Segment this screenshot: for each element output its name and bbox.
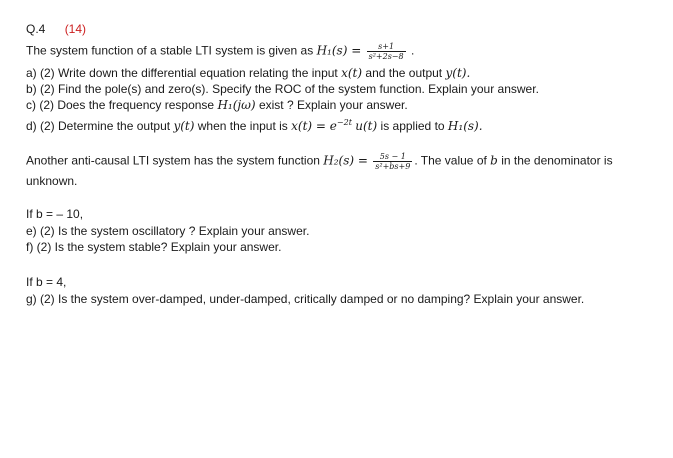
part-g-text: g) (2) Is the system over-damped, under-damped, critically damped or no damping? Explain your answer. bbox=[26, 292, 585, 306]
h2-label: H₂(s) = bbox=[323, 153, 368, 168]
part-d-exponent: −2t bbox=[336, 118, 352, 127]
part-f bbox=[26, 240, 281, 255]
part-d-text-mid2: is applied to bbox=[380, 119, 445, 133]
part-d-text-pre: Determine the output bbox=[58, 119, 171, 133]
part-d-h1: H₁(s). bbox=[447, 119, 483, 133]
second-system-unknown: unknown. bbox=[26, 174, 78, 188]
part-a-var1: x(t) bbox=[341, 66, 363, 80]
part-d-expr-base: x(t) = e bbox=[291, 119, 337, 133]
case2-condition bbox=[26, 275, 66, 290]
h2-numerator: 5s − 1 bbox=[379, 152, 406, 161]
part-d-expr bbox=[291, 119, 352, 133]
h1-numerator: s+1 bbox=[378, 42, 395, 51]
part-d-var1: y(t) bbox=[173, 119, 195, 133]
part-a-label: a) (2) bbox=[26, 66, 55, 80]
h1-fraction bbox=[367, 42, 406, 61]
part-d-text-mid: when the input is bbox=[197, 119, 288, 133]
part-b-label: b) (2) bbox=[26, 82, 55, 96]
part-d-label: d) (2) bbox=[26, 119, 55, 133]
question-number: Q.4 bbox=[26, 22, 46, 36]
question-marks: (14) bbox=[64, 22, 87, 36]
part-b bbox=[26, 82, 539, 97]
intro-line bbox=[26, 42, 414, 61]
part-c-text-post: exist ? Explain your answer. bbox=[258, 98, 408, 112]
second-system-line2 bbox=[26, 174, 77, 189]
second-system-text-post2: in the denominator is bbox=[501, 153, 613, 168]
part-a-text-mid: and the output bbox=[365, 66, 443, 80]
part-e-text: e) (2) Is the system oscillatory ? Explain your answer. bbox=[26, 224, 310, 238]
h2-fraction bbox=[373, 152, 412, 171]
intro-tail: . bbox=[410, 43, 415, 58]
case1-condition-text: If b = – 10, bbox=[26, 207, 84, 221]
b-variable: b bbox=[490, 153, 498, 168]
question-header bbox=[26, 22, 86, 37]
h2-denominator: s²+bs+9 bbox=[375, 162, 411, 171]
second-system-line bbox=[26, 152, 613, 171]
part-c bbox=[26, 98, 408, 113]
case1-condition bbox=[26, 207, 83, 222]
part-d bbox=[26, 115, 483, 134]
part-a bbox=[26, 66, 470, 81]
case2-condition-text: If b = 4, bbox=[26, 275, 67, 289]
part-a-text-pre: Write down the differential equation relating the input bbox=[58, 66, 338, 80]
part-c-label: c) (2) bbox=[26, 98, 54, 112]
part-e bbox=[26, 224, 309, 239]
part-a-var2: y(t). bbox=[445, 66, 471, 80]
intro-text: The system function of a stable LTI system is given as bbox=[26, 43, 314, 58]
part-b-text: Find the pole(s) and zero(s). Specify the ROC of the system function. Explain your answer. bbox=[58, 82, 539, 96]
part-g bbox=[26, 292, 584, 307]
part-d-expr2: u(t) bbox=[355, 119, 378, 133]
second-system-text-post: . The value of bbox=[414, 153, 487, 168]
h1-label: H₁(s) = bbox=[316, 43, 362, 58]
part-c-text-pre: Does the frequency response bbox=[57, 98, 215, 112]
second-system-text-pre: Another anti-causal LTI system has the system function bbox=[26, 153, 320, 168]
h1-denominator: s²+2s−8 bbox=[368, 52, 404, 61]
part-f-text: f) (2) Is the system stable? Explain your answer. bbox=[26, 240, 282, 254]
part-c-expr: H₁(jω) bbox=[217, 98, 256, 112]
